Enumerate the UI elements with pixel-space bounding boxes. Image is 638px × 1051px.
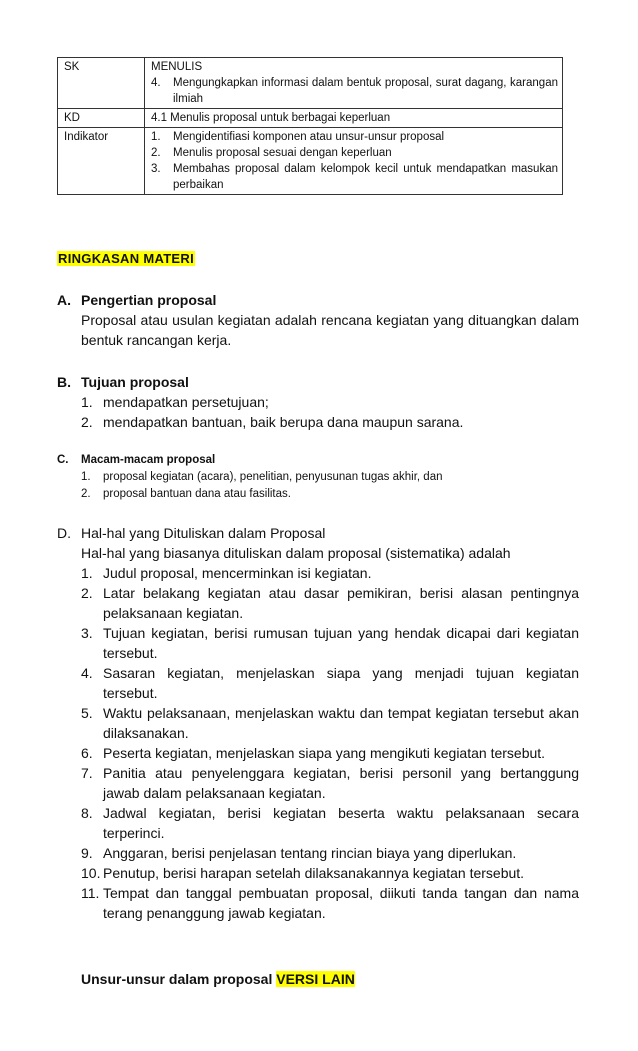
list-item: 3. Tujuan kegiatan, berisi rumusan tujuan yang hendak dicapai dari kegiatan tersebut. [81,625,579,661]
section-b-title: Tujuan proposal [81,374,189,390]
footer-line [81,971,355,987]
list-item: 11. Tempat dan tanggal pembuatan proposal, diikuti tanda tangan dan nama terang penanggung jawab kegiatan. [81,885,579,921]
list-item: 10. Penutup, berisi harapan setelah dilaksanakannya kegiatan tersebut. [81,865,525,881]
table-key-sk: SK [58,58,145,109]
table-value-sk [145,58,563,109]
table-key-kd: KD [58,109,145,128]
list-item: 2. Latar belakang kegiatan atau dasar pemikiran, berisi alasan pentingnya pelaksanaan kegiatan. [81,585,579,621]
list-item: 8. Jadwal kegiatan, berisi kegiatan beserta waktu pelaksanaan secara terperinci. [81,805,579,841]
list-item: 1. mendapatkan persetujuan; [81,394,269,410]
sk-title: MENULIS [151,61,203,73]
section-c-title: Macam-macam proposal [81,454,216,466]
section-a: A. Pengertian proposal Proposal atau usulan kegiatan adalah rencana kegiatan yang dituangkan dalam bentuk rancangan kerja. [57,292,579,348]
section-a-body: Proposal atau usulan kegiatan adalah rencana kegiatan yang dituangkan dalam bentuk rancangan kerja. [81,312,579,348]
list-item: 6. Peserta kegiatan, menjelaskan siapa yang mengikuti kegiatan tersebut. [81,745,546,761]
summary-title: RINGKASAN MATERI [58,251,194,266]
list-item: 1. Mengidentifiasi komponen atau unsur-unsur proposal [151,131,445,143]
list-item: 1. proposal kegiatan (acara), penelitian, penyusunan tugas akhir, dan [81,471,443,483]
section-d-intro: Hal-hal yang biasanya dituliskan dalam proposal (sistematika) adalah [81,545,511,561]
table-value-indikator [145,128,563,195]
list-item: 2. mendapatkan bantuan, baik berupa dana maupun sarana. [81,414,464,430]
competency-table [57,57,563,195]
list-item: 3. Membahas proposal dalam kelompok kecil untuk mendapatkan masukan perbaikan [151,163,558,191]
section-b: B. Tujuan proposal 1. mendapatkan persetujuan; 2. mendapatkan bantuan, baik berupa dana maupun sarana. [57,372,579,432]
table-row-sk [58,58,563,109]
list-item: 2. proposal bantuan dana atau fasilitas. [81,488,291,500]
table-value-kd: 4.1 Menulis proposal untuk berbagai keperluan [145,109,563,128]
section-d: D. Hal-hal yang Dituliskan dalam Proposal Hal-hal yang biasanya dituliskan dalam proposal (sistematika) adalah 1. Judul proposal, mencerminkan isi kegiatan. 2. Latar belakang kegiatan atau dasar pemikiran, berisi alasan pentingnya pelaksanaan kegiatan. 3. Tujuan kegiatan, berisi rumusan tujuan yang hendak dicapai dari kegiatan tersebut. 4. Sasaran kegiatan, menjelaskan siapa yang menjadi tujuan kegiatan tersebut. 5. Waktu pelaksanaan, menjelaskan waktu dan tempat kegiatan tersebut akan dilaksanakan. 6. Peserta kegiatan, menjelaskan siapa yang mengikuti kegiatan tersebut. 7. Panitia atau penyelenggara kegiatan, berisi personil yang bertanggung jawab dalam pelaksanaan kegiatan. 8. Jadwal kegiatan, berisi kegiatan beserta waktu pelaksanaan secara terperinci. 9. Anggaran, berisi penjelasan tentang rincian biaya yang diperlukan. 10. Penutup, berisi harapan setelah dilaksanakannya kegiatan tersebut. 11. Tempat dan tanggal pembuatan proposal, diikuti tanda tangan dan nama terang penanggung jawab kegiatan. [57,525,579,921]
section-c: C. Macam-macam proposal 1. proposal kegiatan (acara), penelitian, penyusunan tugas akhir, dan 2. proposal bantuan dana atau fasilitas. [57,452,579,503]
list-item: 4. Mengungkapkan informasi dalam bentuk proposal, surat dagang, karangan ilmiah [151,77,558,105]
section-d-title: Hal-hal yang Dituliskan dalam Proposal [81,525,326,541]
list-item: 7. Panitia atau penyelenggara kegiatan, berisi personil yang bertanggung jawab dalam pelaksanaan kegiatan. [81,765,579,801]
section-a-title: Pengertian proposal [81,292,217,308]
list-item: 4. Sasaran kegiatan, menjelaskan siapa yang menjadi tujuan kegiatan tersebut. [81,665,579,701]
footer-highlight: VERSI LAIN [276,971,355,987]
table-key-indikator: Indikator [58,128,145,195]
list-item: 1. Judul proposal, mencerminkan isi kegiatan. [81,565,372,581]
list-item: 5. Waktu pelaksanaan, menjelaskan waktu dan tempat kegiatan tersebut akan dilaksanakan. [81,705,579,741]
table-row-indikator [58,128,563,195]
footer-text: Unsur-unsur dalam proposal [81,971,273,987]
list-item: 9. Anggaran, berisi penjelasan tentang rincian biaya yang diperlukan. [81,845,517,861]
list-item: 2. Menulis proposal sesuai dengan keperluan [151,147,392,159]
table-row-kd [58,109,563,128]
